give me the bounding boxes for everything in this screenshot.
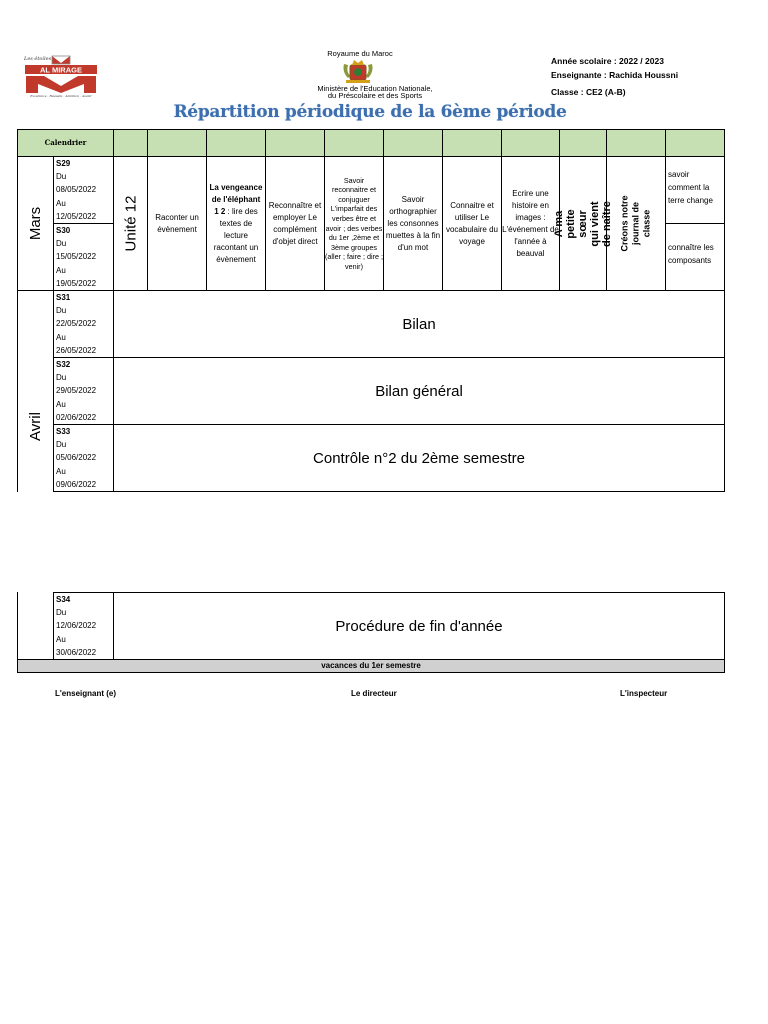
header-cell-ecriture [501, 129, 560, 157]
signature-teacher: L'enseignant (e) [55, 689, 117, 698]
week-s29: S29 Du 08/05/2022 Au 12/05/2022 [53, 156, 114, 224]
signature-inspector: L'inspecteur [620, 689, 668, 698]
ministry-label [270, 85, 480, 99]
school-logo [22, 54, 100, 98]
bilan-cell: Bilan [113, 290, 725, 358]
week-s33: S33 Du 05/06/2022 Au 09/06/2022 [53, 424, 114, 492]
header-cell-lecture [206, 129, 266, 157]
calendar-header: Calendrier [17, 129, 114, 157]
poesie-cell: A ma petite sœur qui vient de naître [559, 156, 607, 291]
science-cell-2: connaître les composants [665, 223, 725, 291]
teacher-name: Enseignante : Rachida Houssni [551, 70, 679, 80]
header-cell-conjugaison [324, 129, 384, 157]
ministry-line2: du Préscolaire et des Sports [327, 91, 423, 100]
class-label: Classe : CE2 (A-B) [551, 87, 626, 97]
header-cell-grammaire [265, 129, 325, 157]
grammaire-cell: Reconnaître et employer Le complément d'objet direct [265, 156, 325, 291]
vacances-row: vacances du 1er semestre [17, 659, 725, 673]
logo-text-brand: AL MIRAGE [40, 65, 82, 75]
science-cell-1: savoir comment la terre change [665, 156, 725, 224]
controle-cell: Contrôle n°2 du 2ème semestre [113, 424, 725, 492]
header-cell-poesie [559, 129, 607, 157]
page-title: Répartition périodique de la 6ème période [173, 102, 567, 122]
royal-crest-icon [340, 58, 376, 84]
header-cell-unit [113, 129, 148, 157]
week-s31: S31 Du 22/05/2022 Au 26/05/2022 [53, 290, 114, 358]
header-cell-vocabulaire [442, 129, 502, 157]
week-s34: S34 Du 12/06/2022 Au 30/06/2022 [53, 592, 114, 660]
school-year: Année scolaire : 2022 / 2023 [551, 56, 664, 66]
month-mars: Mars [17, 156, 54, 291]
kingdom-label: Royaume du Maroc [327, 49, 393, 58]
oral-cell: Raconter un évènement [147, 156, 207, 291]
week-s30: S30 Du 15/05/2022 Au 19/05/2022 [53, 223, 114, 291]
header-cell-projet [606, 129, 666, 157]
ministry-line1: Ministère de l'Education Nationale, [317, 84, 433, 93]
header-cell-oral [147, 129, 207, 157]
header-cell-orthographe [383, 129, 443, 157]
ecriture-cell: Ecrire une histoire en images : L'événement de l'année à beauval [501, 156, 560, 291]
header-cell-sciences [665, 129, 725, 157]
logo-text-top: Les étoiles [24, 56, 52, 62]
conjugaison-cell: Savoir reconnaitre et conjuguer L'imparfait des verbes être et avoir ; des verbes du 1er ,2ème et 3ème groupes (aller ; faire ; dire ; venir) [324, 156, 384, 291]
orthographe-cell: Savoir orthographier les consonnes muettes à la fin d'un mot [383, 156, 443, 291]
week-s32: S32 Du 29/05/2022 Au 02/06/2022 [53, 357, 114, 425]
vocabulaire-cell: Connaitre et utiliser Le vocabulaire du voyage [442, 156, 502, 291]
lecture-cell: La vengeance de l'éléphant 1 2 : lire des textes de lecture racontant un évènement [206, 156, 266, 291]
month-avril: Avril [27, 411, 44, 441]
bilan-general-cell: Bilan général [113, 357, 725, 425]
unit-label: Unité 12 [113, 156, 148, 291]
logo-text-bottom: Excellence · Réussite · Ambition · Avenir [30, 94, 92, 98]
fin-annee-cell: Procédure de fin d'année [113, 592, 725, 660]
projet-cell: Créons notre journal de classe [606, 156, 666, 291]
s34-left-border [17, 592, 18, 660]
signature-director: Le directeur [351, 689, 397, 698]
